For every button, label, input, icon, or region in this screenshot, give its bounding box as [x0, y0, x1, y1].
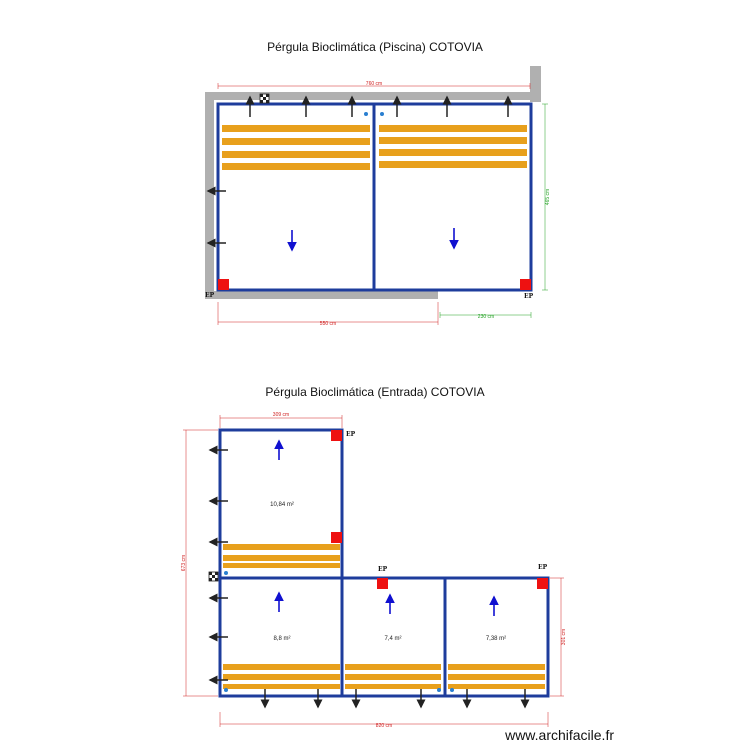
plan-title-piscina: Pérgula Bioclimática (Piscina) COTOVIA	[267, 40, 483, 54]
plan-entrada	[181, 412, 567, 729]
area-label: 8,8 m²	[273, 636, 291, 642]
dimension-label: 550 cm	[319, 321, 337, 327]
dimension-label: 760 cm	[365, 81, 383, 87]
drain-point	[364, 112, 368, 116]
checker-icon	[260, 94, 269, 103]
drain-point	[224, 688, 228, 692]
drain-point	[450, 688, 454, 692]
dimension-right	[550, 578, 567, 696]
area-label: 10,84 m²	[270, 502, 294, 508]
drain-point	[224, 571, 228, 575]
louvers-bottom-right	[448, 664, 545, 689]
dimension-bottom-right	[440, 312, 531, 320]
post	[218, 279, 229, 290]
louvers-upper	[223, 544, 340, 568]
ep-label: EP	[538, 564, 548, 571]
post	[520, 279, 531, 290]
dimension-label: 309 cm	[272, 412, 290, 418]
louvers-left	[222, 125, 370, 170]
drain-point	[437, 688, 441, 692]
area-label: 7,38 m²	[485, 636, 507, 642]
ep-label: EP	[378, 566, 388, 573]
post	[537, 578, 548, 589]
area-label: 7,4 m²	[384, 636, 402, 642]
louvers-bottom-left	[223, 664, 340, 689]
post	[331, 430, 342, 441]
dimension-bottom-left	[218, 302, 438, 327]
dimension-label: 820 cm	[375, 723, 393, 729]
post	[377, 578, 388, 589]
dimension-bottom	[220, 712, 548, 729]
louvers-bottom-mid	[345, 664, 441, 689]
dimension-label: 673 cm	[181, 554, 187, 572]
ep-label: EP	[346, 431, 356, 438]
plan-piscina	[205, 66, 551, 327]
ep-label: EP	[205, 292, 215, 299]
checker-icon	[209, 572, 218, 581]
post	[331, 532, 342, 543]
plan-title-entrada: Pérgula Bioclimática (Entrada) COTOVIA	[265, 385, 485, 399]
dimension-label: 230 cm	[477, 314, 495, 320]
dimension-left	[181, 430, 218, 696]
brand-watermark: www.archifacile.fr	[505, 727, 614, 743]
drain-point	[380, 112, 384, 116]
louvers-right	[379, 125, 527, 168]
slope-arrows	[279, 441, 494, 616]
ep-label: EP	[524, 293, 534, 300]
dimension-label: 465 cm	[545, 188, 551, 206]
dimension-right	[542, 104, 551, 290]
dimension-top	[218, 81, 530, 89]
outflow-arrows-bottom	[265, 689, 525, 707]
dimension-top	[220, 412, 342, 428]
dimension-label: 301 cm	[561, 628, 567, 646]
